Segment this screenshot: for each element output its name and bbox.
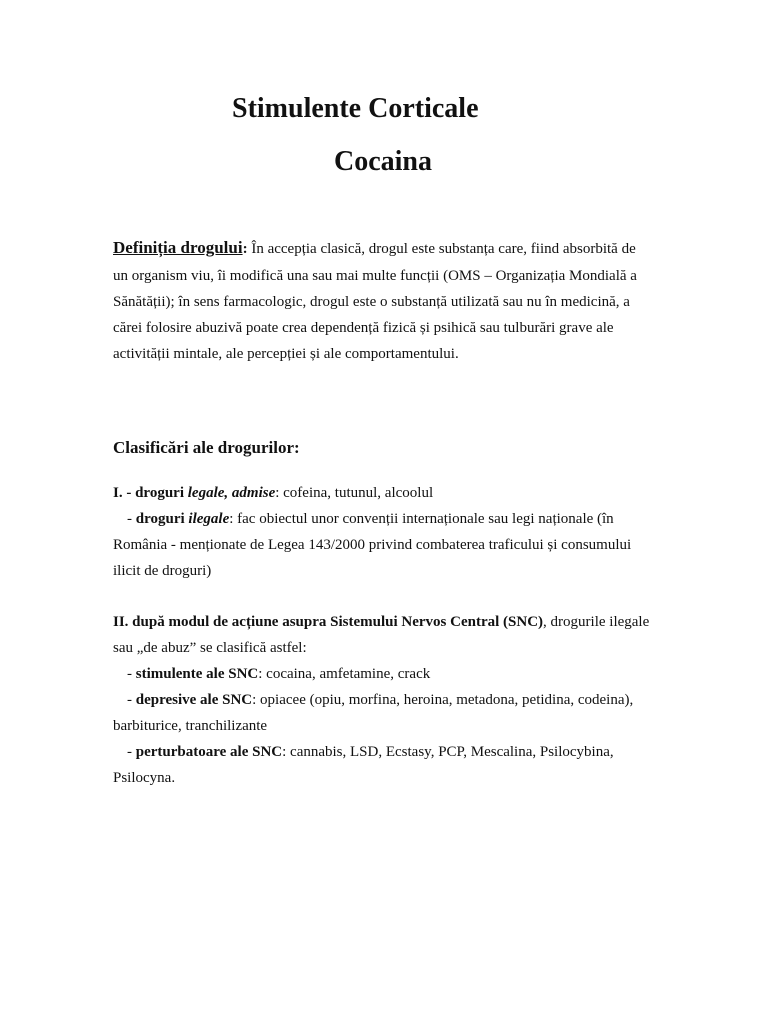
definition-line-3: Sănătății); în sens farmacologic, drogul este o substanță utilizată sau nu în medicină, a (113, 294, 630, 310)
definition-line-4: cărei folosire abuzivă poate crea dependență fizică și psihică sau tulburări grave ale (113, 320, 614, 336)
definition-line-1 (113, 237, 636, 260)
definition-colon: : (242, 241, 248, 257)
sub-item-stimulants (127, 663, 430, 685)
sub-2-bold: depresive ale SNC (135, 692, 253, 708)
sub-3-prefix: - (127, 744, 136, 760)
item-2-rest: , drogurile ilegale (543, 614, 650, 630)
definition-line-5: activității mintale, ale percepției și ale comportamentului. (113, 346, 459, 362)
classification-item-2 (113, 611, 649, 633)
definition-label: Definiția drogului (113, 238, 243, 257)
sub-3-line-2: Psilocyna. (113, 770, 176, 786)
sub-2-rest: : opiacee (opiu, morfina, heroina, metadona, petidina, codeina), (252, 692, 634, 708)
sub-item-depressants (127, 689, 633, 711)
definition-text-1: În accepția clasică, drogul este substanța care, fiind absorbită de (247, 241, 636, 257)
item-1-bold-italic: legale, admise (187, 485, 276, 501)
item-1-bold: droguri (135, 485, 188, 501)
classification-item-1b (127, 508, 614, 530)
item-1b-line-2: România - menționate de Legea 143/2000 privind combaterea traficului și consumului (113, 537, 632, 553)
item-1-number: I. - (113, 485, 136, 501)
item-2-bold: II. după modul de acțiune asupra Sistemului Nervos Central (SNC) (113, 614, 544, 630)
item-1b-rest: : fac obiectul unor convenții internaționale sau legi naționale (în (229, 511, 614, 527)
item-1b-bold: droguri (135, 511, 189, 527)
item-1-rest: : cofeina, tutunul, alcoolul (275, 485, 434, 501)
sub-1-bold: stimulente ale SNC (135, 666, 259, 682)
definition-line-2: un organism viu, îi modifică una sau mai multe funcții (OMS – Organizația Mondială a (113, 268, 637, 284)
sub-3-bold: perturbatoare ale SNC (135, 744, 283, 760)
sub-2-line-2: barbiturice, tranchilizante (113, 718, 268, 734)
item-1b-bold-italic: ilegale (188, 511, 230, 527)
sub-1-prefix: - (127, 666, 136, 682)
document-title: Stimulente Corticale (232, 93, 479, 124)
sub-1-rest: : cocaina, amfetamine, crack (258, 666, 431, 682)
item-1b-prefix: - (127, 511, 136, 527)
document-subtitle: Cocaina (334, 146, 432, 177)
classification-heading: Clasificări ale drogurilor: (113, 438, 300, 457)
classification-item-1 (113, 482, 433, 504)
item-2-line-2: sau „de abuz” se clasifică astfel: (113, 640, 307, 656)
sub-3-rest: : cannabis, LSD, Ecstasy, PCP, Mescalina, Psilocybina, (282, 744, 614, 760)
sub-2-prefix: - (127, 692, 136, 708)
sub-item-perturbators (127, 741, 614, 763)
item-1b-line-3: ilicit de droguri) (113, 563, 212, 579)
